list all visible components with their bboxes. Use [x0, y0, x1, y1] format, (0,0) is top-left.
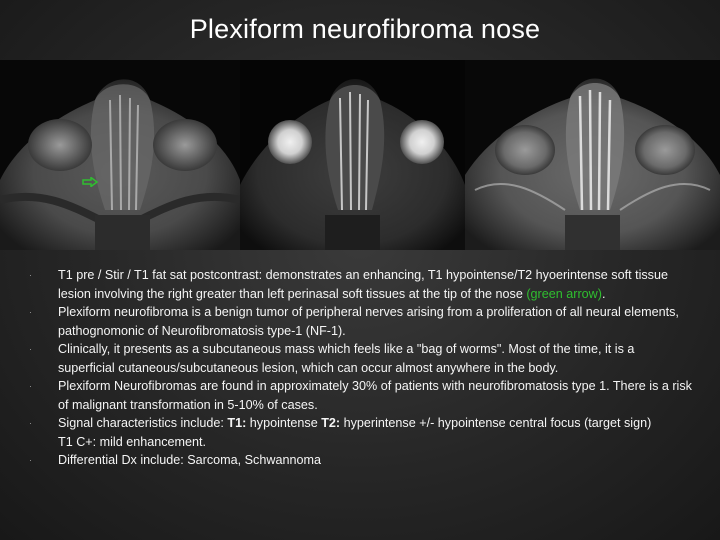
green-arrow-icon [82, 177, 98, 187]
t1-text: hypointense [246, 416, 322, 430]
bullet-dot-icon: · [29, 455, 32, 465]
mri-image-strip [0, 60, 720, 250]
bullet-item [22, 303, 694, 340]
bullet-text: Plexiform Neurofibromas are found in approximately 30% of patients with neurofibromatosis type 1. There is a risk of malignant transformation in 5-10% of cases. [58, 379, 692, 412]
bullet-item [22, 340, 694, 377]
t2-label: T2: [321, 416, 341, 430]
bullet-item [22, 377, 694, 414]
bullet-dot-icon: · [29, 418, 32, 428]
bullet-dot-icon: · [29, 381, 32, 391]
t1-label: T1: [227, 416, 247, 430]
mri-image-t1-pre [0, 60, 240, 250]
t1c-text: T1 C+: mild enhancement. [58, 434, 207, 449]
bullet-text: Differential Dx include: Sarcoma, Schwannoma [58, 453, 321, 467]
bullet-list [22, 266, 694, 470]
bullet-text: Signal characteristics include: [58, 416, 228, 430]
bullet-dot-icon: · [29, 270, 32, 280]
bullet-text: T1 pre / Stir / T1 fat sat postcontrast: demonstrates an enhancing, T1 hypointense/T2 hyoerintense soft tissue lesion involving the right greater than left perinasal soft tissues at the tip of the nose [58, 268, 668, 301]
bullet-item [22, 451, 694, 470]
bullet-text-tail: . [601, 286, 606, 301]
bullet-dot-icon: · [29, 344, 32, 354]
mri-image-t1-fat-sat-postcontrast [465, 60, 720, 250]
mri-image-stir [240, 60, 465, 250]
bullet-text: Clinically, it presents as a subcutaneous mass which feels like a "bag of worms". Most of the time, it is a superficial cutaneous/subcutaneous lesion, which can occur almost anywhere in the body. [58, 342, 635, 375]
slide-title: Plexiform neurofibroma nose [189, 14, 541, 44]
green-arrow-reference: (green arrow) [526, 286, 602, 301]
bullet-item [22, 414, 694, 451]
bullet-dot-icon: · [29, 307, 32, 317]
bullet-text: Plexiform neurofibroma is a benign tumor of peripheral nerves arising from a proliferation of all neural elements, pathognomonic of Neurofibromatosis type-1 (NF-1). [58, 305, 679, 338]
t2-text: hyperintense +/- hypointense central focus (target sign) [340, 416, 652, 430]
bullet-item [22, 266, 694, 303]
